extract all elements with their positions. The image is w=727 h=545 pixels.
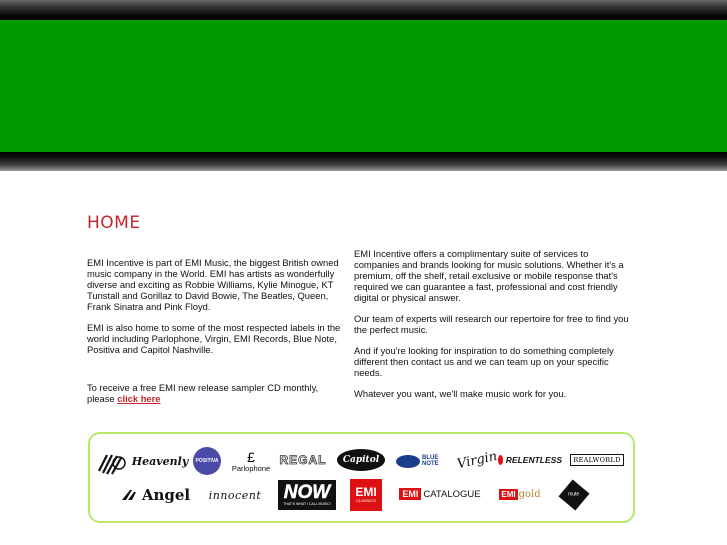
emi-gold-label: gold bbox=[518, 488, 541, 500]
emi-classics-emi-label: EMI bbox=[355, 485, 377, 499]
regal-label: REGAL bbox=[279, 453, 327, 467]
blue-note-logo[interactable] bbox=[396, 451, 454, 471]
heavenly-label: Heavenly bbox=[131, 454, 189, 468]
now-label: NOW bbox=[283, 482, 331, 503]
blue-note-label: BLUE NOTE bbox=[422, 455, 439, 467]
intro-paragraph-1: EMI Incentive is part of EMI Music, the biggest British owned music company in the World. EMI has artists as wonderfully diverse and exciting as Robbie Williams, Kylie Minogue, KT Tunstall and Gorillaz to David Bowie, The Beatles, Queen, Frank Sinatra and Pink Floyd. bbox=[87, 257, 339, 312]
emi-classics-badge-icon bbox=[350, 479, 382, 511]
intro-paragraph-2: EMI is also home to some of the most respected labels in the world including Parlophone, Virgin, EMI Records, Blue Note, Positiva and Capitol Nashville. bbox=[87, 322, 341, 355]
capitol-label: Capitol bbox=[342, 455, 380, 465]
blue-note-oval-icon bbox=[396, 455, 420, 468]
intro-column bbox=[87, 257, 342, 414]
now-badge-icon bbox=[278, 480, 336, 510]
sampler-text bbox=[87, 382, 342, 404]
page-title: HOME bbox=[87, 213, 141, 233]
now-tagline: THAT'S WHAT I CALL MUSIC! bbox=[283, 502, 331, 506]
capitol-logo[interactable] bbox=[336, 448, 386, 472]
innocent-label: innocent bbox=[208, 488, 262, 502]
header-banner bbox=[0, 20, 727, 152]
positiva-badge-icon bbox=[193, 447, 221, 475]
emi-catalogue-label: CATALOGUE bbox=[423, 488, 481, 500]
angel-logo[interactable] bbox=[120, 483, 192, 507]
heavenly-logo[interactable] bbox=[132, 449, 188, 473]
services-paragraph-3: And if you're looking for inspiration to do something completely different then contact us and we can team up on your specific needs. bbox=[354, 345, 614, 378]
emi-gold-emi-label: EMI bbox=[501, 489, 516, 499]
services-paragraph-1: EMI Incentive offers a complimentary suite of services to companies and brands looking for music solutions. Whether it's a premium, off the shelf, retail exclusive or mobile response that's required we can guarantee a fast, professional and cost friendly digital or physical answer. bbox=[354, 248, 624, 303]
click-here-link[interactable]: click here bbox=[117, 393, 161, 404]
relentless-logo[interactable] bbox=[498, 451, 562, 469]
relentless-label: RELENTLESS bbox=[505, 455, 562, 465]
angel-wing-icon bbox=[122, 488, 140, 502]
emi-classics-label: CLASSICS bbox=[356, 498, 376, 503]
emi-catalogue-emi-label: EMI bbox=[399, 488, 421, 500]
virgin-label: Virgin bbox=[455, 448, 499, 472]
mute-logo[interactable] bbox=[556, 478, 592, 512]
innocent-logo[interactable] bbox=[200, 484, 270, 506]
services-column bbox=[354, 248, 632, 409]
header-bottom-bar bbox=[0, 152, 727, 171]
parlophone-pound-icon: £ bbox=[247, 448, 255, 465]
positiva-logo[interactable] bbox=[192, 446, 222, 476]
emi-swirl-logo[interactable] bbox=[96, 448, 128, 476]
header-top-bar bbox=[0, 0, 727, 20]
services-paragraph-4: Whatever you want, we'll make music work for you. bbox=[354, 388, 567, 399]
realworld-label: REALWORLD bbox=[570, 454, 623, 466]
swirl-icon bbox=[97, 449, 127, 475]
emi-gold-logo[interactable] bbox=[494, 485, 546, 503]
angel-label: Angel bbox=[141, 486, 191, 504]
parlophone-label: Parlophone bbox=[231, 463, 271, 473]
label-logos-panel bbox=[88, 432, 635, 523]
relentless-dot-icon bbox=[498, 455, 503, 465]
positiva-label: POSITIVA bbox=[195, 458, 219, 464]
mute-cube-icon bbox=[559, 480, 590, 511]
parlophone-logo[interactable] bbox=[228, 445, 274, 477]
capitol-badge-icon bbox=[337, 449, 385, 471]
realworld-logo[interactable] bbox=[568, 452, 626, 468]
regal-logo[interactable] bbox=[280, 450, 326, 470]
services-paragraph-2: Our team of experts will research our repertoire for free to find you the perfect music. bbox=[354, 313, 629, 335]
virgin-logo[interactable] bbox=[455, 444, 499, 476]
now-logo[interactable] bbox=[277, 479, 337, 511]
emi-catalogue-logo[interactable] bbox=[394, 485, 486, 503]
mute-label: mute bbox=[568, 492, 580, 498]
emi-classics-logo[interactable] bbox=[349, 478, 383, 512]
sampler-label: To receive a free EMI new release sampler CD monthly, please bbox=[87, 382, 319, 404]
